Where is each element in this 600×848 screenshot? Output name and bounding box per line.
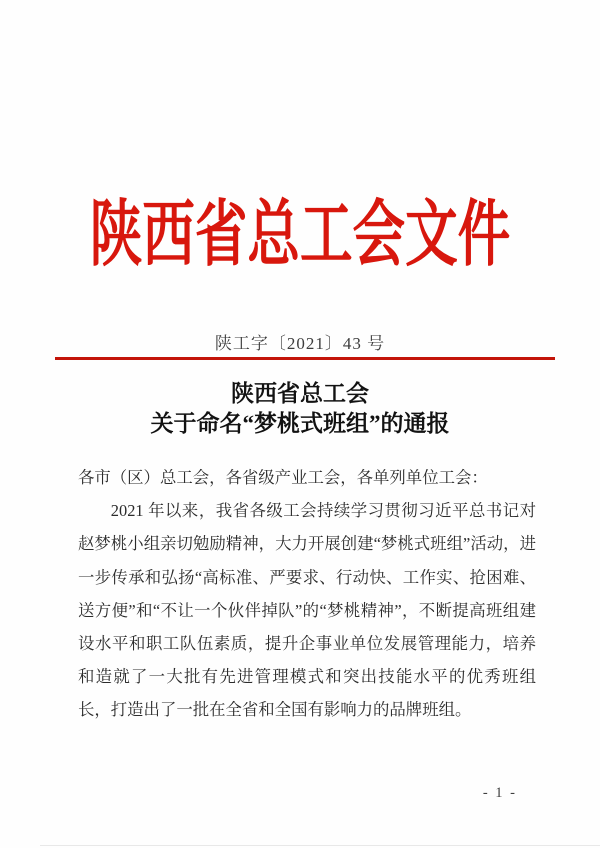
- document-number: 陕工字〔2021〕43 号: [214, 334, 386, 353]
- scan-bottom-edge: [40, 845, 600, 846]
- document-body: [78, 461, 536, 727]
- document-header-title: 陕西省总工会文件: [89, 195, 511, 275]
- document-title-line1: 陕西省总工会: [231, 381, 369, 406]
- document-title: [0, 379, 600, 439]
- document-title-line2: 关于命名“梦桃式班组”的通报: [150, 411, 450, 436]
- red-separator-rule: [55, 357, 555, 360]
- page-number: - 1 -: [482, 785, 517, 801]
- body-paragraph: 2021 年以来，我省各级工会持续学习贯彻习近平总书记对赵梦桃小组亲切勉励精神，大力开展创建“梦桃式班组”活动，进一步传承和弘扬“高标准、严要求、行动快、工作实、抢困难、送方便”和“不让一个伙伴掉队”的“梦桃精神”，不断提高班组建设水平和职工队伍素质，提升企事业单位发展管理能力，培养和造就了一大批有先进管理模式和突出技能水平的优秀班组长，打造出了一批在全省和全国有影响力的品牌班组。: [78, 501, 536, 720]
- salutation-line: 各市（区）总工会，各省级产业工会，各单列单位工会：: [78, 468, 488, 487]
